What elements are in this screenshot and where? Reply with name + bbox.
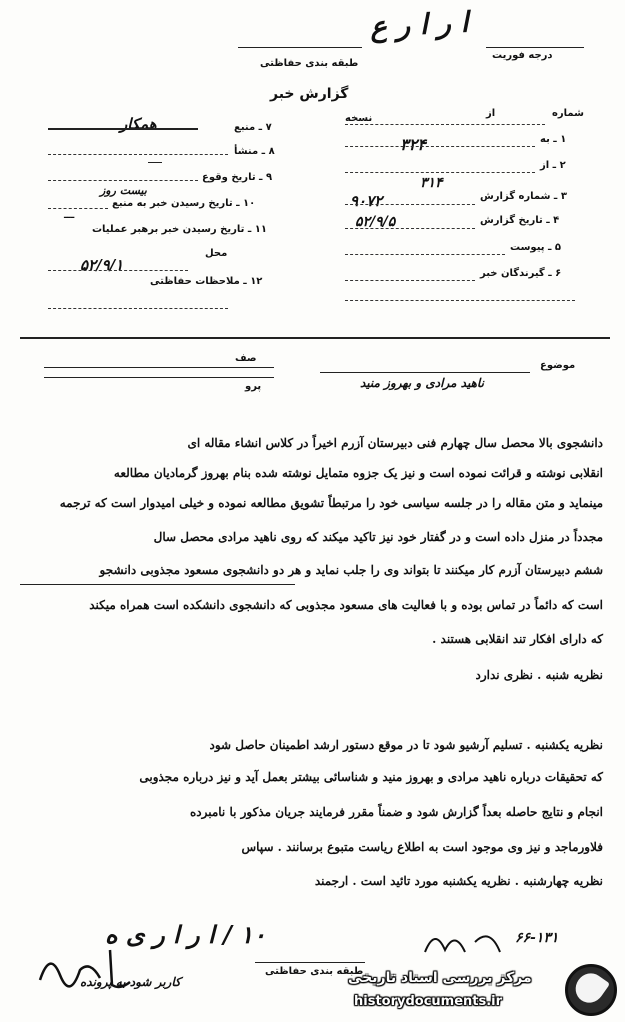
form-separator — [20, 337, 610, 339]
signature-note: کاربر شود به پرونده — [80, 975, 181, 989]
priority-underline — [486, 47, 584, 48]
report-title: گزارش خبر — [270, 86, 349, 102]
body-line: ششم دبیرستان آزرم کار میکنند تا بتواند وی را جلب نماید و هر دو دانشجوی مسعود مجذوبی دانشجو — [99, 563, 603, 577]
footer-scribble — [420, 922, 515, 962]
field-leader-date-mark: ـــ — [64, 210, 75, 221]
field-number-label: شماره — [552, 108, 584, 119]
subject-label: موضوع — [540, 360, 576, 371]
field-report-date-label: ۴ ـ تاریخ گزارش — [480, 215, 560, 226]
body-line: است که دائماً در تماس بوده و با فعالیت های مسعود مجذوبی که دانشجوی دانشکده است همراه میکند — [89, 598, 603, 612]
underline-mark — [20, 584, 295, 585]
sign-top-label: صف — [235, 353, 257, 364]
watermark-url: historydocuments.ir — [354, 994, 503, 1009]
body-line: نظریه شنبه . نظری ندارد — [475, 668, 603, 682]
field-sender-value: ۳۱۴ — [420, 175, 443, 191]
field-report-date-value: ۵۲/۹/۵ — [355, 214, 396, 230]
body-line: مجدداً در منزل داده است و در گفتار خود نیز تاکید میکند که روی ناهید مرادی محصل سال — [153, 530, 603, 544]
body-line: مینماید و متن مقاله را در جلسه سیاسی خود را مرتبطاً تشویق مطالعه نموده و خیلی امیدوار است که ترجمه — [59, 496, 603, 510]
field-source-date-label: ۱۰ ـ تاریخ رسیدن خبر به منبع — [112, 198, 256, 209]
field-to-label: ۱ ـ به — [540, 134, 567, 145]
field-occurrence-date-label: ۹ ـ تاریخ وقوع — [202, 172, 273, 183]
priority-label: درجه فوریت — [492, 50, 553, 61]
body-line: نظریه چهارشنبه . نظریه یکشنبه مورد تائید است . ارجمند — [314, 874, 603, 888]
body-line: که دارای افکار تند انقلابی هستند . — [432, 632, 603, 646]
handwritten-number: ۱۰ / ا ر ا ر ی ه — [105, 920, 266, 949]
field-source-label: ۷ ـ منبع — [234, 122, 272, 133]
field-origin-label: ۸ ـ منشأ — [234, 146, 275, 157]
field-place-label: محل — [205, 248, 228, 259]
field-to-value: ۳۲۴ — [400, 135, 426, 154]
classification-header: طبقه بندی حفاظتی — [260, 58, 359, 69]
classification-footer: طبقه بندی حفاظتی — [265, 966, 364, 977]
watermark-title: مرکز بررسی اسناد تاریخی — [348, 970, 532, 986]
top-handwriting: ا ر ا ر ع — [369, 5, 470, 44]
field-recipients-label: ۶ ـ گیرندگان خبر — [480, 268, 562, 279]
field-source-value: همکار — [120, 115, 157, 133]
signature-scribble — [30, 940, 140, 1000]
subject-value: ناهید مرادی و بهروز منید — [360, 376, 484, 390]
field-report-number-label: ۳ ـ شماره گزارش — [480, 191, 567, 202]
field-attachment-label: ۵ ـ پیوست — [510, 242, 562, 253]
document-code: ۶۶-۱۳۱ — [515, 930, 559, 946]
body-line: انقلابی نوشته و قرائت نموده است و نیز یک جزوه متمایل نوشته شده بنام بهروز گرمادیان مطالعه — [113, 466, 603, 480]
classification-underline — [238, 47, 362, 48]
field-place-value: ۵۲/۹/۱ — [80, 256, 124, 274]
field-source-date-value: بیست روز — [100, 184, 147, 197]
field-security-notes-label: ۱۲ ـ ملاحظات حفاظتی — [150, 276, 263, 287]
field-leader-date-label: ۱۱ ـ تاریخ رسیدن خبر برهبر عملیات — [92, 224, 267, 235]
field-copy-label: نسخه — [345, 113, 373, 124]
archive-logo-icon — [565, 964, 617, 1016]
field-from-label: از — [486, 108, 496, 119]
body-line: انجام و نتایج حاصله بعداً گزارش شود و ضمناً مقرر فرمایند جریان مذکور با نامبرده — [189, 805, 603, 819]
sign-bottom-label: پرو — [245, 381, 262, 392]
body-line: فلاورماجد و نیز وی موجود است به اطلاع ریاست متبوع برسانند . سپاس — [241, 840, 603, 854]
body-line: دانشجوی بالا محصل سال چهارم فنی دبیرستان آزرم اخیراً در کلاس انشاء مقاله ای — [187, 436, 603, 450]
body-line: که تحقیقات درباره ناهید مرادی و بهروز منید و شناسائی بیشتر بعمل آید و نیز درباره مجذوبی — [139, 770, 603, 784]
field-sender-label: ۲ ـ از — [540, 160, 566, 171]
field-report-number-value: ۹۰۷۲ — [350, 192, 383, 210]
body-line: نظریه یکشنبه . تسلیم آرشیو شود تا در موقع دستور ارشد اطمینان حاصل شود — [209, 738, 603, 752]
